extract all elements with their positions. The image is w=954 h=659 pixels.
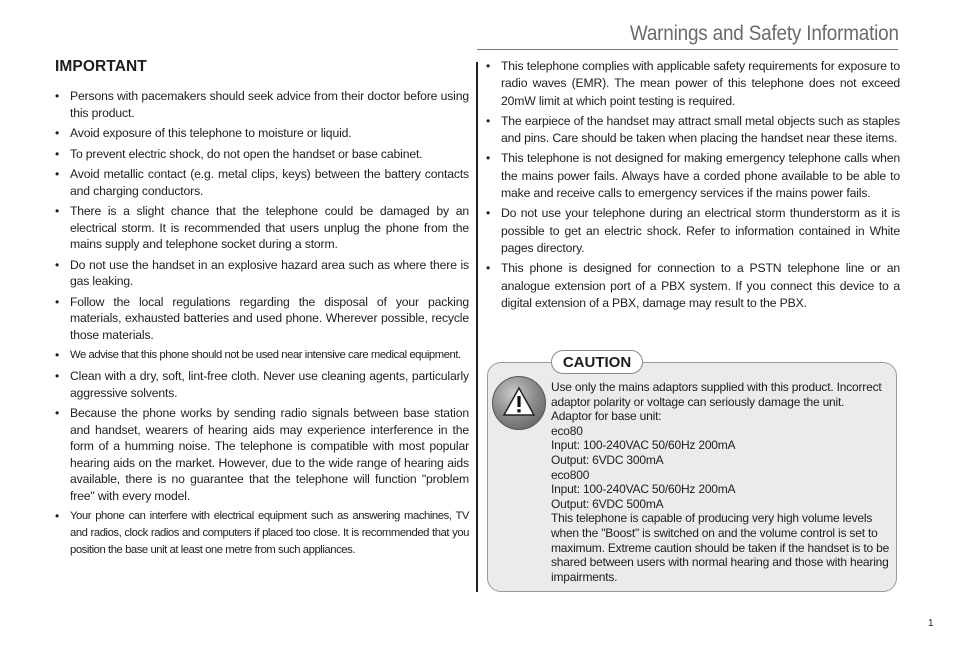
column-divider [476,62,478,592]
list-item: • The earpiece of the handset may attract small metal objects such as staples and pins. Care should be taken when placing the handset near these items. [486,113,900,148]
caution-line: Input: 100-240VAC 50/60Hz 200mA [551,438,736,453]
list-item: • There is a slight chance that the telephone could be damaged by an electrical storm. It is recommended that users unplug the phone from the mains supply and telephone socket during a storm. [55,203,469,253]
safety-list [486,58,900,312]
page-title: Warnings and Safety Information [630,22,899,45]
list-item: • Do not use your telephone during an electrical storm thunderstorm as it is possible to get an electric shock. Refer to information contained in White pages directory. [486,205,900,257]
list-item: • Avoid exposure of this telephone to moisture or liquid. [55,125,469,142]
caution-line: eco800 [551,467,590,482]
warning-triangle-icon [492,376,546,430]
important-list [55,88,469,559]
list-item: • This telephone complies with applicable safety requirements for exposure to radio waves (EMR). The mean power of this telephone does not exceed 20mW limit at which point testing is required. [486,58,900,110]
caution-line: Input: 100-240VAC 50/60Hz 200mA [551,482,736,497]
list-item: • Because the phone works by sending radio signals between base station and handset, wearers of hearing aids may experience interference in the form of a humming noise. The telephone is compatible with most popular hearing aids on the market. However, due to the wide range of hearing aids available, there is no guarantee that the telephone will function "problem free" with every model. [55,405,469,504]
caution-line: eco80 [551,423,583,438]
title-rule [477,49,898,50]
list-item: • This telephone is not designed for making emergency telephone calls when the mains power fails. Always have a corded phone available to be able to make and receive calls to emergency services if the mains power fails. [486,150,900,202]
caution-line: Use only the mains adaptors supplied with this product. Incorrect adaptor polarity or voltage can seriously damage the unit. [551,380,882,409]
right-column [486,58,900,315]
caution-line: Output: 6VDC 500mA [551,496,664,511]
page-number: 1 [928,618,934,629]
list-item: • Persons with pacemakers should seek advice from their doctor before using this product. [55,88,469,121]
important-heading: IMPORTANT [55,58,147,75]
caution-line: This telephone is capable of producing very high volume levels when the "Boost" is switched on and the volume control is set to maximum. Extreme caution should be taken if the handset is to be shared between users with normal hearing and those with hearing impairments. [551,511,890,584]
list-item: • This phone is designed for connection to a PSTN telephone line or an analogue extension port of a PBX system. If you connect this device to a digital extension of a PBX, damage may result to the PBX. [486,260,900,312]
list-item: • Avoid metallic contact (e.g. metal clips, keys) between the battery contacts and charging conductors. [55,166,469,199]
caution-label: CAUTION [551,350,643,374]
list-item: • Follow the local regulations regarding the disposal of your packing materials, exhausted batteries and used phone. Wherever possible, recycle those materials. [55,294,469,344]
list-item: • To prevent electric shock, do not open the handset or base cabinet. [55,146,469,163]
list-item: • Your phone can interfere with electrical equipment such as answering machines, TV and radios, clock radios and computers if placed too close. It is recommended that you position the base unit at least one metre from such appliances. [55,508,469,559]
caution-line: Adaptor for base unit: [551,409,662,424]
caution-line: Output: 6VDC 300mA [551,452,664,467]
caution-text [551,380,896,584]
list-item: • Clean with a dry, soft, lint-free cloth. Never use cleaning agents, particularly aggressive solvents. [55,368,469,401]
left-column [55,58,469,563]
list-item: • Do not use the handset in an explosive hazard area such as where there is gas leaking. [55,257,469,290]
list-item: • We advise that this phone should not be used near intensive care medical equipment. [55,347,469,364]
